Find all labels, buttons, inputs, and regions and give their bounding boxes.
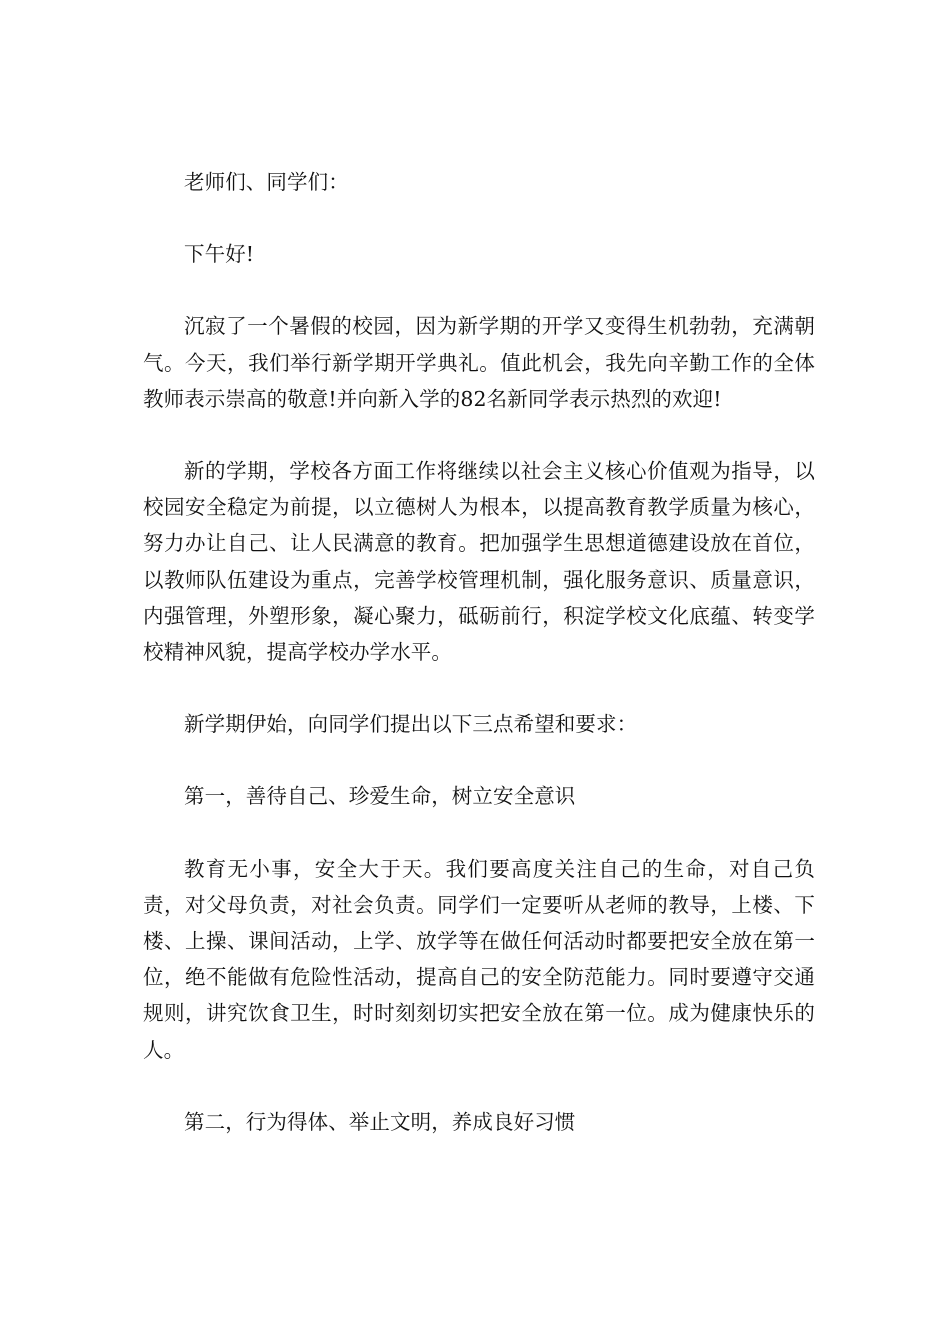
- heading-point-two: 第二，行为得体、举止文明，养成良好习惯: [184, 1109, 576, 1134]
- greeting: 下午好!: [184, 242, 255, 267]
- paragraph-opening: 沉寂了一个暑假的校园，因为新学期的开学又变得生机勃勃，充满朝气。今天，我们举行新学期开学典礼。值此机会，我先向辛勤工作的全体教师表示崇高的敬意!并向新入学的82名新同学表示热烈的欢迎!: [143, 314, 815, 411]
- heading-point-one: 第一，善待自己、珍爱生命，树立安全意识: [184, 784, 576, 809]
- paragraph-semester-goals: 新的学期，学校各方面工作将继续以社会主义核心价值观为指导，以校园安全稳定为前提，以立德树人为根本，以提高教育教学质量为核心，努力办让自己、让人民满意的教育。把加强学生思想道德建设放在首位，以教师队伍建设为重点，完善学校管理机制，强化服务意识、质量意识，内强管理，外塑形象，凝心聚力，砥砺前行，积淀学校文化底蕴、转变学校精神风貌，提高学校办学水平。: [143, 459, 815, 665]
- salutation: 老师们、同学们：: [184, 170, 349, 194]
- document-body: [143, 164, 815, 1176]
- paragraph-safety: 教育无小事，安全大于天。我们要高度关注自己的生命，对自己负责，对父母负责，对社会负责。同学们一定要听从老师的教导，上楼、下楼、上操、课间活动，上学、放学等在做任何活动时都要把安全放在第一位，绝不能做有危险性活动，提高自己的安全防范能力。同时要遵守交通规则，讲究饮食卫生，时时刻刻切实把安全放在第一位。成为健康快乐的人。: [143, 856, 815, 1062]
- paragraph-requirements-intro: 新学期伊始，向同学们提出以下三点希望和要求：: [184, 712, 638, 737]
